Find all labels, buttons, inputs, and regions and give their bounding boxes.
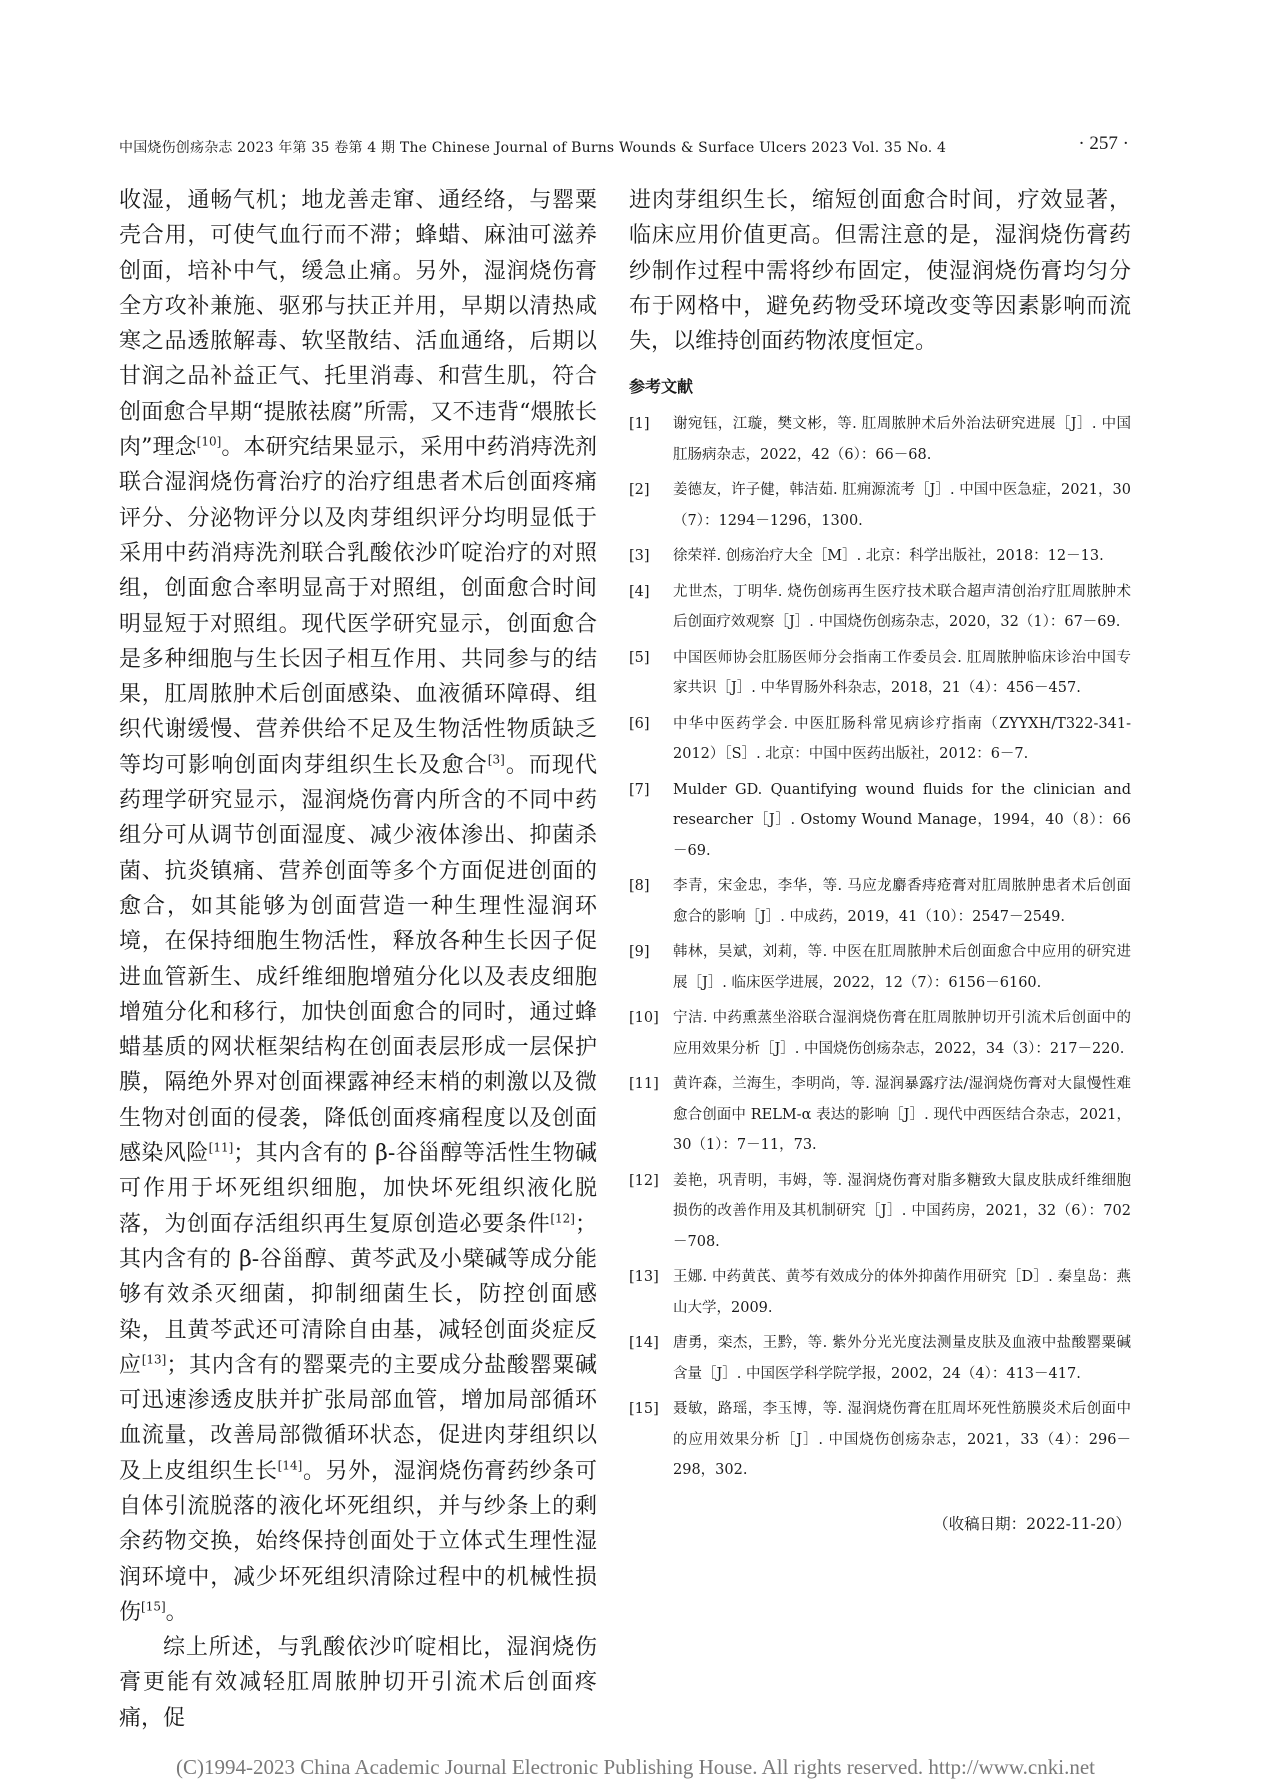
received-date: （收稿日期：2022-11-20） [933,1514,1131,1533]
citation: [14] [277,1458,303,1473]
reference-text: 谢宛钰，江璇，樊文彬，等. 肛周脓肿术后外治法研究进展［J］. 中国肛肠病杂志，2022，42（6）：66－68. [673,416,1131,463]
citation: [12] [550,1211,575,1226]
reference-item [629,775,1131,867]
reference-item [629,1069,1131,1161]
reference-number: [15] [629,1401,659,1418]
right-column [629,183,1131,1534]
citation: [15] [141,1599,166,1614]
reference-text: 中华中医药学会. 中医肛肠科常见病诊疗指南（ZYYXH/T322-341-2012）［S］. 北京：中国中医药出版社，2012：6－7. [673,715,1131,763]
reference-text: Mulder GD. Quantifying wound fluids for the clinician and researcher［J］. Ostomy Wound Manage，1994，40（8）：66－69. [673,781,1131,859]
reference-item [629,643,1131,704]
citation: [10] [196,434,222,449]
citation: [3] [487,752,505,767]
journal-title: 中国烧伤创疡杂志 2023 年第 35 卷第 4 期 The Chinese Journal of Burns Wounds & Surface Ulcers 2023 Vol. 35 No. 4 [119,140,947,156]
reference-item [629,409,1131,470]
reference-number: [11] [629,1076,659,1093]
reference-item [629,475,1131,536]
reference-number: [4] [629,583,650,600]
reference-text: 聂敏，路瑶，李玉博，等. 湿润烧伤膏在肛周坏死性筋膜炎术后创面中的应用效果分析［J］. 中国烧伤创疡杂志，2021，33（4）：296－298，302. [673,1401,1131,1479]
reference-number: [14] [629,1335,659,1352]
reference-text: 徐荣祥. 创疡治疗大全［M］. 北京：科学出版社，2018：12－13. [673,548,1104,565]
reference-item [629,709,1131,770]
left-column [119,183,597,1736]
reference-text: 韩林，吴斌，刘莉，等. 中医在肛周脓肿术后创面愈合中应用的研究进展［J］. 临床医学进展，2022，12（7）：6156－6160. [673,944,1131,991]
reference-number: [10] [629,1010,659,1027]
conclusion-continuation: 进肉芽组织生长，缩短创面愈合时间，疗效显著，临床应用价值更高。但需注意的是，湿润烧伤膏药纱制作过程中需将纱布固定，使湿润烧伤膏均匀分布于网格中，避免药物受环境改变等因素影响而流失，以维持创面药物浓度恒定。 [629,188,1131,355]
reference-item [629,577,1131,638]
reference-number: [7] [629,781,650,798]
reference-item [629,1328,1131,1389]
conclusion-paragraph: 综上所述，与乳酸依沙吖啶相比，湿润烧伤膏更能有效减轻肛周脓肿切开引流术后创面疼痛，促 [119,1635,597,1731]
reference-number: [6] [629,715,650,732]
reference-number: [9] [629,944,650,961]
copyright-footer: (C)1994-2023 China Academic Journal Electronic Publishing House. All rights reserved. http://www.cnki.net [176,1755,1095,1779]
reference-item [629,871,1131,932]
running-header [119,133,1129,163]
citation: [13] [141,1352,167,1367]
reference-text: 姜德友，许子健，韩洁茹. 肛痈源流考［J］. 中国中医急症，2021，30（7）：1294－1296，1300. [673,482,1131,529]
reference-item [629,1166,1131,1258]
page-number: · 257 · [1078,133,1129,154]
reference-text: 李青，宋金忠，李华，等. 马应龙麝香痔疮膏对肛周脓肿患者术后创面愈合的影响［J］. 中成药，2019，41（10）：2547－2549. [673,878,1131,925]
reference-number: [13] [629,1269,659,1286]
reference-item [629,541,1131,572]
reference-item [629,937,1131,998]
reference-item [629,1003,1131,1064]
reference-list [629,409,1131,1486]
reference-number: [2] [629,482,650,499]
reference-number: [12] [629,1172,659,1189]
reference-text: 中国医师协会肛肠医师分会指南工作委员会. 肛周脓肿临床诊治中国专家共识［J］. 中华胃肠外科杂志，2018，21（4）：456－457. [673,649,1131,697]
reference-item [629,1394,1131,1486]
reference-text: 姜艳，巩青明，韦姆，等. 湿润烧伤膏对脂多糖致大鼠皮肤成纤维细胞损伤的改善作用及其机制研究［J］. 中国药房，2021，32（6）：702－708. [673,1172,1131,1250]
reference-number: [3] [629,548,650,565]
references-heading: 参考文献 [629,377,694,397]
reference-number: [1] [629,416,650,433]
reference-text: 黄许森，兰海生，李明尚，等. 湿润暴露疗法/湿润烧伤膏对大鼠慢性难愈合创面中 RELM-α 表达的影响［J］. 现代中西医结合杂志，2021，30（1）：7－11，73. [673,1076,1131,1154]
reference-number: [5] [629,649,650,666]
reference-text: 尤世杰，丁明华. 烧伤创疡再生医疗技术联合超声清创治疗肛周脓肿术后创面疗效观察［J］. 中国烧伤创疡杂志，2020，32（1）：67－69. [673,583,1131,631]
citation: [11] [208,1140,234,1155]
reference-text: 唐勇，栾杰，王黔，等. 紫外分光光度法测量皮肤及血液中盐酸罂粟碱含量［J］. 中国医学科学院学报，2002，24（4）：413－417. [673,1335,1131,1382]
reference-item [629,1262,1131,1323]
reference-text: 宁洁. 中药熏蒸坐浴联合湿润烧伤膏在肛周脓肿切开引流术后创面中的应用效果分析［J］. 中国烧伤创疡杂志，2022，34（3）：217－220. [673,1010,1131,1057]
reference-text: 王娜. 中药黄芪、黄芩有效成分的体外抑菌作用研究［D］. 秦皇岛：燕山大学，2009. [673,1269,1131,1316]
reference-number: [8] [629,878,650,895]
body-paragraph: 收湿，通畅气机；地龙善走窜、通经络，与罂粟壳合用，可使气血行而不滞；蜂蜡、麻油可滋养创面，培补中气，缓急止痛。另外，湿润烧伤膏全方攻补兼施、驱邪与扶正并用，早期以清热咸寒之品透脓解毒、软坚散结、活血通络，后期以甘润之品补益正气、托里消毒、和营生肌，符合创面愈合早期“提脓祛腐”所需，又不违背“煨脓长肉”理念[10]。本研究结果显示，采用中药消痔洗剂联合湿润烧伤膏治疗的治疗组患者术后创面疼痛评分、分泌物评分以及肉芽组织评分均明显低于采用中药消痔洗剂联合乳酸依沙吖啶治疗的对照组，创面愈合率明显高于对照组，创面愈合时间明显短于对照组。现代医学研究显示，创面愈合是多种细胞与生长因子相互作用、共同参与的结果，肛周脓肿术后创面感染、血液循环障碍、组织代谢缓慢、营养供给不足及生物活性物质缺乏等均可影响创面肉芽组织生长及愈合[3]。而现代药理学研究显示，湿润烧伤膏内所含的不同中药组分可从调节创面湿度、减少液体渗出、抑菌杀菌、抗炎镇痛、营养创面等多个方面促进创面的愈合，如其能够为创面营造一种生理性湿润环境，在保持细胞生物活性，释放各种生长因子促进血管新生、成纤维细胞增殖分化以及表皮细胞增殖分化和移行，加快创面愈合的同时，通过蜂蜡基质的网状框架结构在创面表层形成一层保护膜，隔绝外界对创面裸露神经末梢的刺激以及微生物对创面的侵袭，降低创面疼痛程度以及创面感染风险[11]；其内含有的 β-谷甾醇等活性生物碱可作用于坏死组织细胞，加快坏死组织液化脱落，为创面存活组织再生复原创造必要条件[12]；其内含有的 β-谷甾醇、黄芩武及小檗碱等成分能够有效杀灭细菌，抑制细菌生长，防控创面感染，且黄芩武还可清除自由基，减轻创面炎症反应[13]；其内含有的罂粟壳的主要成分盐酸罂粟碱可迅速渗透皮肤并扩张局部血管，增加局部循环血流量，改善局部微循环状态，促进肉芽组织以及上皮组织生长[14]。另外，湿润烧伤膏药纱条可自体引流脱落的液化坏死组织，并与纱条上的剩余药物交换，始终保持创面处于立体式生理性湿润环境中，减少坏死组织清除过程中的机械性损伤[15]。 [119,188,597,1625]
